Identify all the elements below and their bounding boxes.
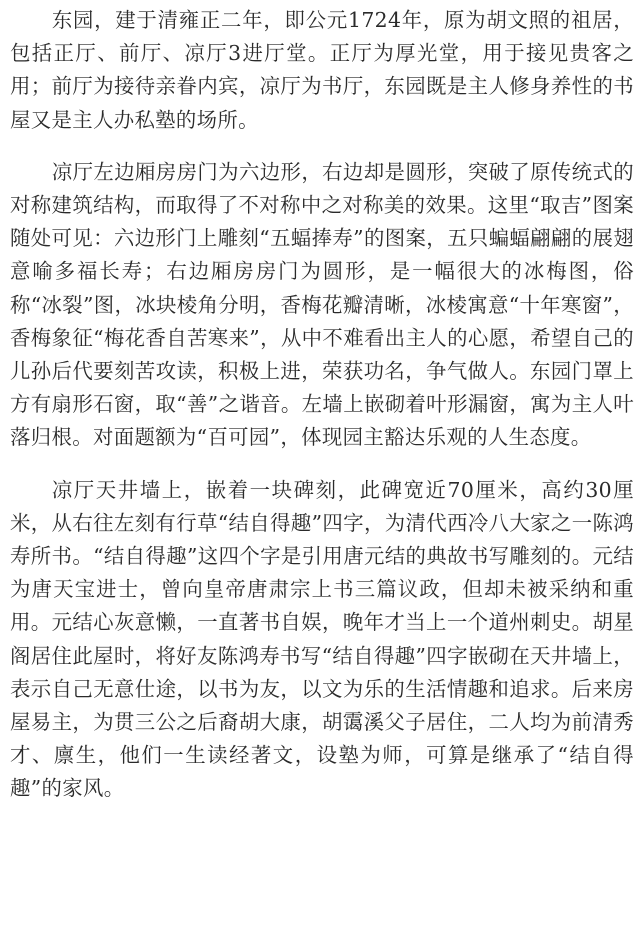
paragraph-stone-tablet: 凉厅天井墙上，嵌着一块碑刻，此碑宽近70厘米，高约30厘米，从右往左刻有行草“结自得趣”四字，为清代西冷八大家之一陈鸿寿所书。“结自得趣”这四个字是引用唐元结的典故书写雕刻的。元结为唐天宝进士，曾向皇帝唐肃宗上书三篇议政，但却未被采纳和重用。元结心灰意懒，一直著书自娱，晚年才当上一个道州刺史。胡星阁居住此屋时，将好友陈鸿寿书写“结自得趣”四字嵌砌在天井墙上，表示自己无意仕途，以书为友，以文为乐的生活情趣和追求。后来房屋易主，为贯三公之后裔胡大康，胡霭溪父子居住，二人均为前清秀才、廪生，他们一生读经著文，设塾为师，可算是继承了“结自得趣”的家风。 — [10, 477, 634, 801]
paragraph-dongyuan-history: 东园，建于清雍正二年，即公元1724年，原为胡文照的祖居，包括正厅、前厅、凉厅3进厅堂。正厅为厚光堂，用于接见贵客之用；前厅为接待亲眷内宾，凉厅为书厅，东园既是主人修身养性的书屋又是主人办私塾的场所。 — [10, 8, 634, 132]
paragraph-liangting-doors: 凉厅左边厢房房门为六边形，右边却是圆形，突破了原传统式的对称建筑结构，而取得了不对称中之对称美的效果。这里“取吉”图案随处可见：六边形门上雕刻“五蝠捧寿”的图案，五只蝙蝠翩翩的展翅意喻多福长寿；右边厢房房门为圆形，是一幅很大的冰梅图，俗称“冰裂”图，冰块棱角分明，香梅花瓣清晰，冰棱寓意“十年寒窗”，香梅象征“梅花香自苦寒来”，从中不难看出主人的心愿，希望自己的儿孙后代要刻苦攻读，积极上进，荣获功名，争气做人。东园门罩上方有扇形石窗，取“善”之谐音。左墙上嵌砌着叶形漏窗，寓为主人叶落归根。对面题额为“百可园”，体现园主豁达乐观的人生态度。 — [10, 159, 634, 450]
